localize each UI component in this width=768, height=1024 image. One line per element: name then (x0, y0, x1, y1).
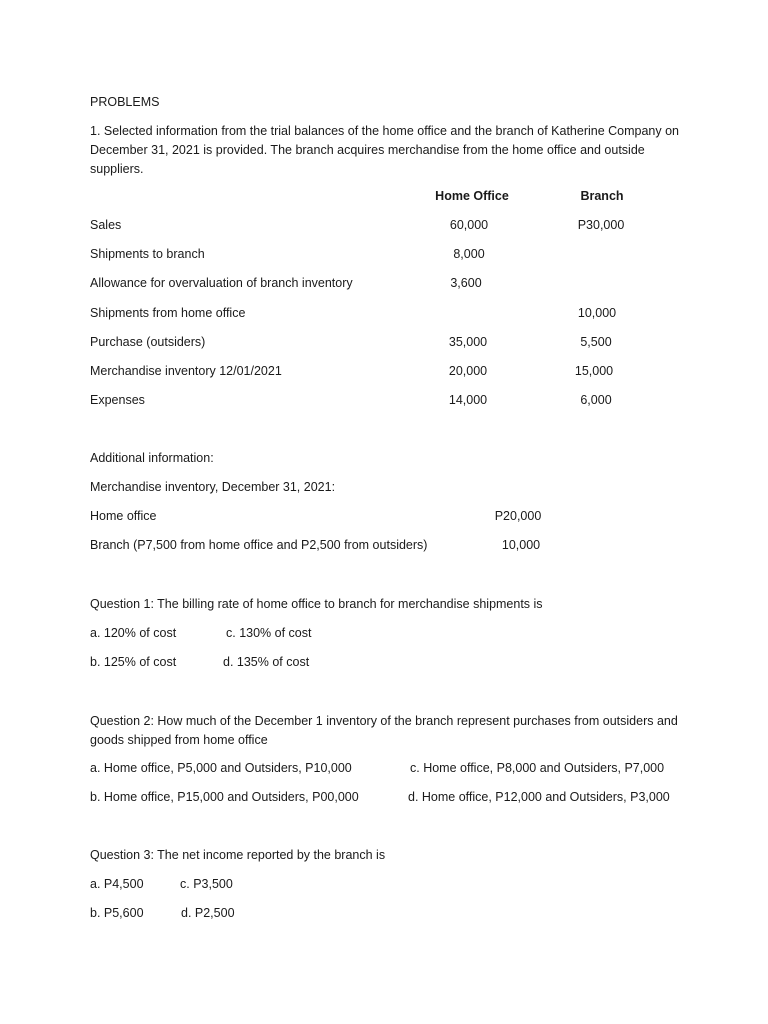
inventory-label: Branch (P7,500 from home office and P2,500 from outsiders) (90, 538, 428, 552)
branch-value: P30,000 (577, 218, 625, 232)
problems-heading: PROBLEMS (90, 95, 160, 109)
row-label: Sales (90, 218, 122, 232)
home-value: 8,000 (453, 247, 485, 261)
row-label: Shipments to branch (90, 247, 205, 261)
choice-c: c. Home office, P8,000 and Outsiders, P7,000 (410, 761, 665, 775)
choice-d: d. 135% of cost (223, 655, 310, 669)
choice-b: b. P5,600 (90, 906, 144, 920)
column-header-home-office: Home Office (435, 189, 509, 203)
choice-b: b. 125% of cost (90, 655, 177, 669)
row-label: Purchase (outsiders) (90, 335, 206, 349)
choice-d: d. Home office, P12,000 and Outsiders, P3,000 (408, 790, 670, 804)
row-label: Expenses (90, 393, 145, 407)
home-value: 60,000 (449, 218, 489, 232)
choice-c: c. P3,500 (180, 877, 233, 891)
branch-value: 5,500 (580, 335, 612, 349)
question-text: Question 1: The billing rate of home office to branch for merchandise shipments is (90, 597, 543, 611)
inventory-value: 10,000 (501, 538, 541, 552)
inventory-label: Home office (90, 509, 157, 523)
problem-intro: 1. Selected information from the trial balances of the home office and the branch of Katherine Company on December 31, 2021 is provided. The branch acquires merchandise from the home office and outside suppliers. (90, 124, 680, 176)
home-value: 14,000 (448, 393, 488, 407)
home-value: 3,600 (450, 276, 482, 290)
question-text: Question 3: The net income reported by the branch is (90, 848, 386, 862)
row-label: Allowance for overvaluation of branch inventory (90, 276, 353, 290)
choice-a: a. 120% of cost (90, 626, 177, 640)
choice-a: a. Home office, P5,000 and Outsiders, P10,000 (90, 761, 352, 775)
choice-a: a. P4,500 (90, 877, 144, 891)
additional-subtitle: Merchandise inventory, December 31, 2021: (90, 480, 336, 494)
choice-c: c. 130% of cost (226, 626, 312, 640)
column-header-branch: Branch (580, 189, 624, 203)
inventory-value: P20,000 (494, 509, 542, 523)
question-text: Question 2: How much of the December 1 inventory of the branch represent purchases from outsiders and goods shipped from home office (90, 714, 678, 747)
row-label: Shipments from home office (90, 306, 246, 320)
choice-d: d. P2,500 (181, 906, 235, 920)
branch-value: 15,000 (574, 364, 614, 378)
branch-value: 10,000 (577, 306, 617, 320)
home-value: 20,000 (448, 364, 488, 378)
choice-b: b. Home office, P15,000 and Outsiders, P00,000 (90, 790, 359, 804)
home-value: 35,000 (448, 335, 488, 349)
row-label: Merchandise inventory 12/01/2021 (90, 364, 282, 378)
branch-value: 6,000 (580, 393, 612, 407)
additional-title: Additional information: (90, 451, 214, 465)
